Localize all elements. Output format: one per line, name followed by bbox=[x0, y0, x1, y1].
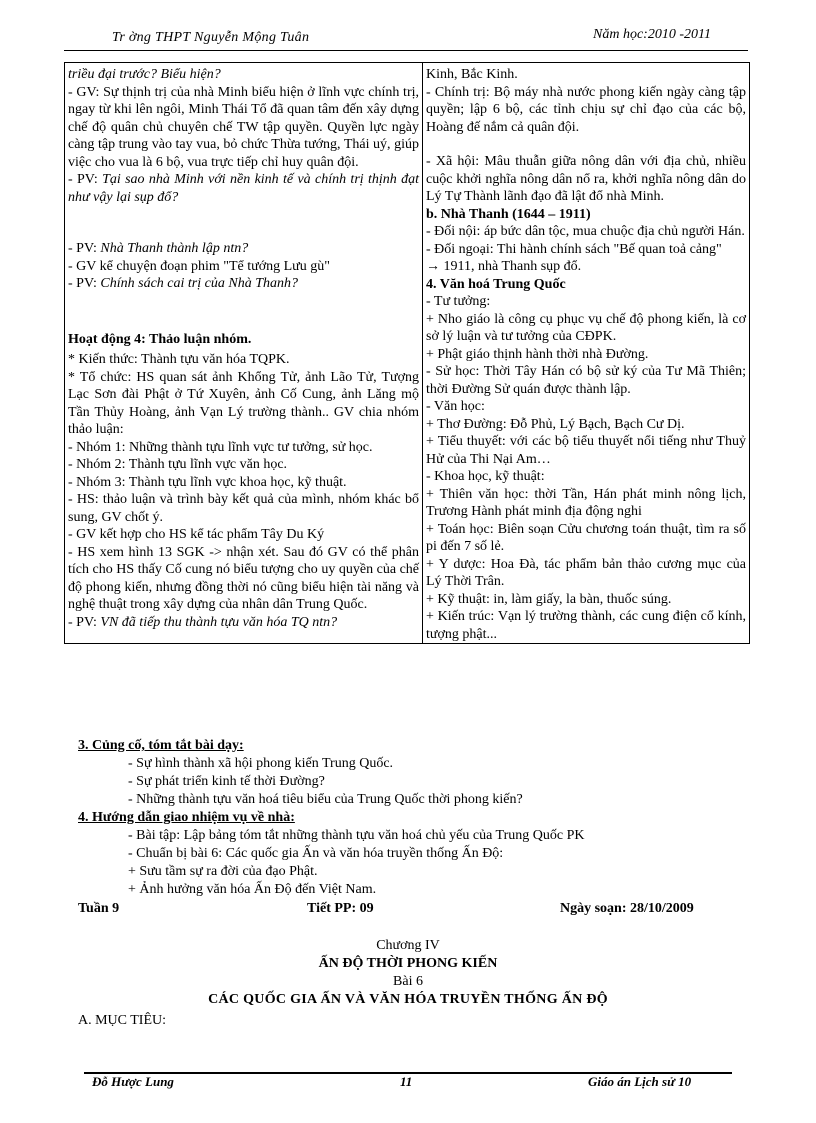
text-line: + Phật giáo thịnh hành thời nhà Đường. bbox=[426, 346, 649, 362]
text-line: * Kiến thức: Thành tựu văn hóa TQPK. bbox=[68, 352, 290, 367]
teacher-activity-cell bbox=[65, 63, 423, 644]
list-item: - Chuẩn bị bài 6: Các quốc gia Ấn và văn hóa truyền thống Ấn Độ: bbox=[128, 846, 504, 861]
text-line bbox=[68, 240, 419, 258]
header-divider bbox=[64, 50, 748, 51]
table-row bbox=[65, 63, 750, 644]
list-item: - Bài tập: Lập bảng tóm tắt những thành tựu văn hoá chủ yếu của Trung Quốc PK bbox=[128, 828, 585, 843]
text-prefix: - PV: bbox=[68, 276, 101, 291]
text-line: - Chính trị: Bộ máy nhà nước phong kiến ngày càng tập quyền; lập 6 bộ, các tỉnh chịu sự chỉ đạo của các bộ, Hoàng đế nắm cả quân đội. bbox=[426, 84, 746, 135]
footer-author: Đỗ Hược Lung bbox=[92, 1074, 174, 1089]
list-item: - Sự hình thành xã hội phong kiến Trung Quốc. bbox=[128, 756, 394, 771]
footer-doc-title: Giáo án Lịch sử 10 bbox=[588, 1074, 692, 1089]
lesson-table bbox=[64, 62, 750, 644]
school-year: Năm học:2010 -2011 bbox=[593, 27, 711, 42]
list-item: - Sự phát triển kinh tế thời Đường? bbox=[128, 774, 325, 789]
question-text: Chính sách cai trị của Nhà Thanh? bbox=[100, 276, 298, 291]
activity-heading: Hoạt động 4: Thảo luận nhóm. bbox=[68, 331, 252, 347]
section-3-title: 3. Củng cố, tóm tắt bài dạy: bbox=[78, 738, 244, 753]
text-line: - GV kết hợp cho HS kể tác phẩm Tây Du Ký bbox=[68, 527, 325, 542]
text-line: + Tiểu thuyết: với các bộ tiểu thuyết nổi tiếng như Thuỷ Hử của Thi Nại Am… bbox=[426, 434, 746, 467]
text-line: Kinh, Bắc Kinh. bbox=[426, 67, 518, 82]
list-item: - Những thành tựu văn hoá tiêu biểu của Trung Quốc thời phong kiến? bbox=[128, 792, 523, 807]
text-line: - GV kể chuyện đoạn phim "Tể tướng Lưu gù" bbox=[68, 258, 330, 274]
question-text: VN đã tiếp thu thành tựu văn hóa TQ ntn? bbox=[100, 614, 338, 630]
page-number: 11 bbox=[400, 1074, 413, 1089]
date-label: Ngày soạn: 28/10/2009 bbox=[560, 901, 694, 916]
chapter-label: Chương IV bbox=[376, 938, 440, 953]
period-label: Tiết PP: 09 bbox=[307, 901, 374, 916]
text-line bbox=[68, 614, 419, 632]
question-text: Tại sao nhà Minh với nền kinh tế và chính trị thịnh đạt như vậy lại sụp đổ? bbox=[68, 172, 419, 205]
chapter-title: ẤN ĐỘ THỜI PHONG KIẾN bbox=[318, 956, 498, 971]
section-heading: 4. Văn hoá Trung Quốc bbox=[426, 276, 566, 292]
text-line: - Đối ngoại: Thi hành chính sách "Bế quan toả cảng" bbox=[426, 241, 722, 257]
text-line: - Nhóm 2: Thành tựu lĩnh vực văn học. bbox=[68, 457, 288, 472]
lesson-label: Bài 6 bbox=[393, 974, 423, 989]
content-cell bbox=[423, 63, 750, 644]
objective-heading: A. MỤC TIÊU: bbox=[78, 1013, 167, 1028]
text-line: - HS xem hình 13 SGK -> nhận xét. Sau đó GV có thể phân tích cho HS thấy Cố cung nó biểu tượng cho uy quyền của chế độ phong kiến, nhưng đồng thời nó cũng biểu hiện tài năng và nghệ thuật trong xây dựng của nhân dân Trung Quốc. bbox=[68, 544, 419, 612]
text-line bbox=[68, 171, 419, 206]
text-prefix: - PV: bbox=[68, 241, 101, 256]
text-line: - Tư tưởng: bbox=[426, 294, 491, 309]
lesson-title: CÁC QUỐC GIA ẤN VÀ VĂN HÓA TRUYỀN THỐNG ẤN ĐỘ bbox=[208, 992, 608, 1007]
text-line: + Thơ Đường: Đỗ Phủ, Lý Bạch, Bạch Cư Dị. bbox=[426, 416, 685, 432]
text-line: - Sử học: Thời Tây Hán có bộ sử ký của Tư Mã Thiên; thời Đường Sử quán được thành lập. bbox=[426, 364, 746, 397]
text-line: + Nho giáo là công cụ phục vụ chế độ phong kiến, là cơ sở lý luận và tư tưởng của CĐPK. bbox=[426, 311, 746, 344]
text-line: - Đối nội: áp bức dân tộc, mua chuộc địa chủ người Hán. bbox=[426, 224, 745, 239]
section-heading: b. Nhà Thanh (1644 – 1911) bbox=[426, 206, 591, 222]
text-line: + Y dược: Hoa Đà, tác phẩm bản thảo cương mục của Lý Thời Trân. bbox=[426, 556, 746, 589]
question-text: Nhà Thanh thành lập ntn? bbox=[100, 241, 249, 256]
text-line: triều đại trước? Biểu hiện? bbox=[68, 67, 221, 82]
school-name: Tr ờng THPT Nguyễn Mộng Tuân bbox=[112, 30, 310, 45]
section-4-title: 4. Hướng dẫn giao nhiệm vụ về nhà: bbox=[78, 810, 295, 825]
text-line: + Kỹ thuật: in, làm giấy, la bàn, thuốc súng. bbox=[426, 591, 672, 607]
text-line: + Toán học: Biên soạn Cửu chương toán thuật, tìm ra số pi đến 7 số lẻ. bbox=[426, 521, 746, 554]
text-line: → 1911, nhà Thanh sụp đổ. bbox=[426, 259, 582, 274]
text-line: + Kiến trúc: Vạn lý trường thành, các cung điện cổ kính, tượng phật... bbox=[426, 609, 746, 642]
text-line: * Tổ chức: HS quan sát ảnh Khổng Tử, ảnh Lão Tử, Tượng Lạc Sơn đài Phật ở Tứ Xuyên, ảnh Cố Cung, ảnh Lăng mộ Tần Thủy Hoàng, ảnh Vạn Lý trường thành.. GV chia nhóm thảo luận: bbox=[68, 369, 419, 437]
text-line: - Xã hội: Mâu thuẫn giữa nông dân với địa chủ, nhiều cuộc khởi nghĩa nông dân nổ ra, khởi nghĩa nông dân do Lý Tự Thành lãnh đạo đã lật đổ nhà Minh. bbox=[426, 154, 746, 204]
text-line: - Văn học: bbox=[426, 399, 485, 414]
text-line: - GV: Sự thịnh trị của nhà Minh biểu hiện ở lĩnh vực chính trị, ngay từ khi lên ngôi, Minh Thái Tổ đã quan tâm đến xây dựng chế độ quân chủ chuyên chế TW tập quyền. Quyền lực ngày càng tập trung vào tay vua, bỏ chức Thừa tướng, Thái uý, giúp việc cho vua là 6 bộ, vua trực tiếp chỉ huy quân đội. bbox=[68, 84, 419, 170]
text-prefix: - PV: bbox=[68, 614, 101, 630]
text-line: - Nhóm 3: Thành tựu lĩnh vực khoa học, kỹ thuật. bbox=[68, 474, 347, 490]
text-line: - Khoa học, kỹ thuật: bbox=[426, 469, 545, 484]
text-line: - Nhóm 1: Những thành tựu lĩnh vực tư tưởng, sử học. bbox=[68, 439, 373, 455]
week-label: Tuần 9 bbox=[78, 901, 120, 916]
list-item: + Ảnh hưởng văn hóa Ấn Độ đến Việt Nam. bbox=[128, 882, 377, 897]
text-line: + Thiên văn học: thời Tần, Hán phát minh nông lịch, Trương Hành phát minh địa động nghi bbox=[426, 486, 746, 519]
text-line bbox=[68, 275, 419, 293]
text-prefix: - PV: bbox=[68, 172, 103, 187]
text-line: - HS: thảo luận và trình bày kết quả của mình, nhóm khác bổ sung, GV chốt ý. bbox=[68, 492, 419, 525]
list-item: + Sưu tầm sự ra đời của đạo Phật. bbox=[128, 864, 318, 879]
